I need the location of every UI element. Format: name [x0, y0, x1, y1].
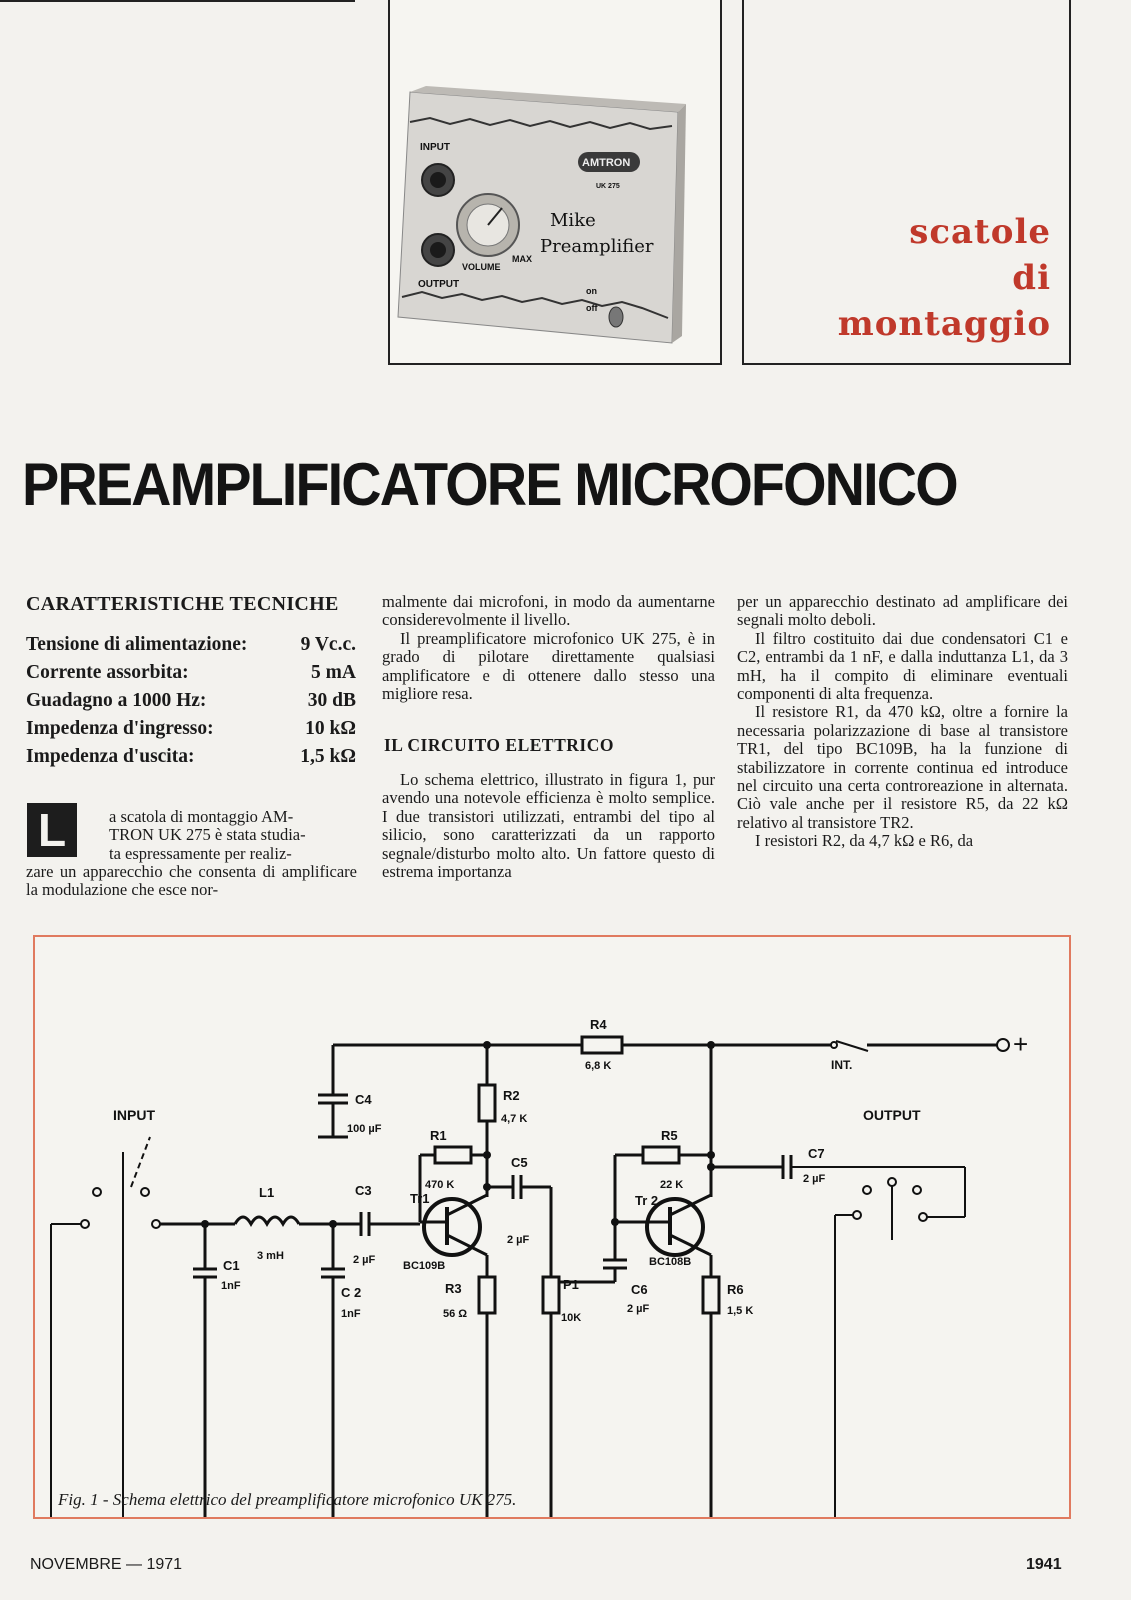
label-R6-value: 1,5 K [727, 1305, 754, 1317]
label-C5: C5 [511, 1155, 528, 1170]
label-R6: R6 [727, 1282, 744, 1297]
column-3 [737, 593, 1068, 851]
spec-row: Impedenza d'ingresso: 10 kΩ [26, 718, 356, 739]
photo-volume-label: VOLUME [462, 262, 501, 272]
photo-max-label: MAX [512, 254, 532, 264]
series-word-2: di [1012, 258, 1051, 298]
label-plus: + [1013, 1029, 1029, 1059]
label-C3-value: 2 µF [353, 1254, 376, 1266]
spec-row: Corrente assorbita: 5 mA [26, 662, 356, 683]
label-C5-value: 2 µF [507, 1234, 530, 1246]
series-box [742, 0, 1071, 365]
intro-text: zare un apparecchio che consenta di amplificare la modulazione che esce nor- [26, 862, 357, 900]
label-R3: R3 [445, 1281, 462, 1296]
label-C4: C4 [355, 1092, 372, 1107]
product-photo [390, 0, 720, 363]
label-R4-value: 6,8 K [585, 1060, 612, 1072]
figure-frame [33, 935, 1071, 1519]
label-C1-value: 1nF [221, 1280, 241, 1292]
label-C2: C 2 [341, 1285, 362, 1300]
label-C6: C6 [631, 1282, 648, 1297]
photo-name-line1: Mike [550, 210, 596, 231]
label-L1: L1 [259, 1185, 275, 1200]
paragraph: per un apparecchio destinato ad amplificare dei segnali molto deboli. [737, 592, 1068, 630]
label-input: INPUT [113, 1107, 155, 1123]
series-word-1: scatole [909, 212, 1051, 252]
paragraph: I resistori R2, da 4,7 kΩ e R6, da [755, 831, 974, 851]
product-photo-frame [388, 0, 722, 365]
label-P1: P1 [563, 1277, 579, 1292]
spec-row: Guadagno a 1000 Hz: 30 dB [26, 690, 356, 711]
intro-text-indented: a scatola di montaggio AM- TRON UK 275 è stata studia- ta espressamente per realiz- [109, 807, 306, 863]
circuit-schematic [35, 937, 1069, 1517]
paragraph: Il resistore R1, da 470 kΩ, oltre a fornire la necessaria polarizzazione di base al transistore TR1, del tipo BC109B, ha la funzione di stabilizzatore in corrente continua ed introduce nel circuito una certa controreazione in alternata. Ciò vale anche per il resistore R5, da 22 kΩ relativo al transistore TR2. [737, 702, 1068, 832]
photo-brand: AMTRON [582, 157, 631, 169]
label-C3: C3 [355, 1183, 372, 1198]
photo-name-line2: Preamplifier [540, 236, 654, 257]
label-P1-value: 10K [561, 1312, 582, 1324]
label-R3-value: 56 Ω [443, 1308, 468, 1320]
photo-input-label: INPUT [420, 142, 450, 153]
label-C1: C1 [223, 1258, 240, 1273]
label-Tr2: Tr 2 [635, 1193, 659, 1208]
column-2-body [382, 771, 715, 881]
section-heading: IL CIRCUITO ELETTRICO [384, 735, 614, 755]
label-C7: C7 [808, 1146, 825, 1161]
photo-output-label: OUTPUT [418, 279, 460, 290]
page-number: 1941 [1026, 1556, 1062, 1573]
label-C7-value: 2 µF [803, 1173, 826, 1185]
photo-on-label: on [586, 286, 597, 296]
photo-model: UK 275 [596, 183, 620, 190]
paragraph: Il preamplificatore microfonico UK 275, è in grado di pilotare direttamente qualsiasi amplificatore e di ottenere dallo stesso una migliore resa. [382, 628, 715, 704]
label-R4: R4 [590, 1017, 607, 1032]
series-word-3: montaggio [837, 304, 1051, 344]
label-R1: R1 [430, 1128, 447, 1143]
figure-caption: Fig. 1 - Schema elettrico del preamplificatore microfonico UK 275. [58, 1490, 517, 1509]
label-R2: R2 [503, 1088, 520, 1103]
specs-heading: CARATTERISTICHE TECNICHE [26, 593, 339, 615]
label-int: INT. [831, 1058, 853, 1072]
column-2 [382, 593, 715, 703]
spec-row: Tensione di alimentazione: 9 Vc.c. [26, 634, 356, 655]
label-L1-value: 3 mH [257, 1250, 284, 1262]
label-BC108B: BC108B [649, 1256, 692, 1268]
spec-row: Impedenza d'uscita: 1,5 kΩ [26, 746, 356, 767]
article-title: PREAMPLIFICATORE MICROFONICO [22, 451, 957, 518]
footer-issue: NOVEMBRE — 1971 [30, 1556, 183, 1573]
label-C6-value: 2 µF [627, 1303, 650, 1315]
label-C2-value: 1nF [341, 1308, 361, 1320]
label-BC109B: BC109B [403, 1260, 446, 1272]
photo-off-label: off [586, 303, 598, 313]
paragraph: Lo schema elettrico, illustrato in figura 1, pur avendo una notevole efficienza è molto semplice. I due transistori utilizzati, entrambi del tipo al silicio, sono caratterizzati da un rapporto segnale/disturbo molto alto. Un fattore questo di estrema importanza [382, 770, 715, 882]
label-Tr1: Tr1 [410, 1191, 430, 1206]
top-rule [0, 0, 355, 2]
paragraph: malmente dai microfoni, in modo da aumentarne considerevolmente il livello. [382, 592, 715, 630]
label-output: OUTPUT [863, 1107, 921, 1123]
paragraph: Il filtro costituito dai due condensatori C1 e C2, entrambi da 1 nF, e dalla induttanza L1, da 3 mH, ha il compito di eliminare eventuali componenti di alta frequenza. [737, 628, 1068, 704]
label-R1-value: 470 K [425, 1179, 455, 1191]
label-R5-value: 22 K [660, 1179, 684, 1191]
drop-cap: L [27, 803, 77, 857]
label-C4-value: 100 µF [347, 1123, 382, 1135]
label-R5: R5 [661, 1128, 678, 1143]
label-R2-value: 4,7 K [501, 1113, 528, 1125]
